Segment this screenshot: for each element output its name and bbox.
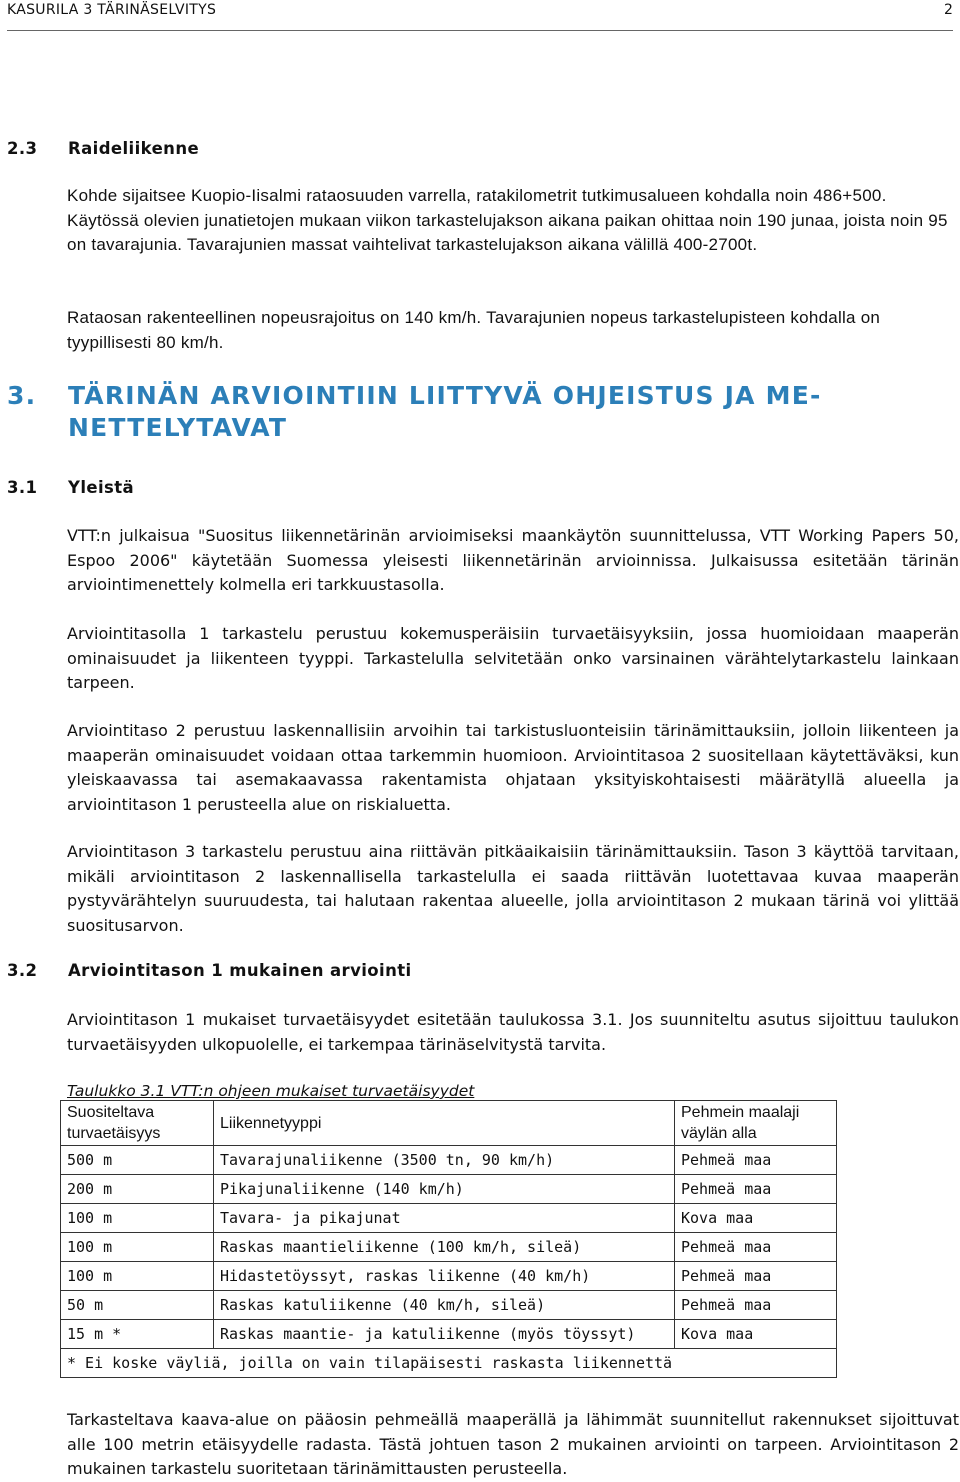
table-cell: Raskas maantie- ja katuliikenne (myös töyssyt) bbox=[214, 1320, 675, 1349]
table-cell: 200 m bbox=[61, 1175, 214, 1204]
column-header: Pehmein maalaji väylän alla bbox=[675, 1101, 837, 1146]
paragraph: Kohde sijaitsee Kuopio-Iisalmi rataosuuden varrella, ratakilometrit tutkimusalueen kohdalla noin 486+500. Käytössä olevien junatietojen mukaan viikon tarkastelujakson aikana paikan ohittaa noin 190 junaa, joista noin 95 on tavarajunia. Tavarajunien massat vaihtelivat tarkastelujakson aikana välillä 400-2700t. bbox=[67, 186, 948, 254]
table-header-row bbox=[61, 1101, 837, 1146]
header-divider bbox=[7, 30, 953, 31]
section-number: 3.2 bbox=[7, 961, 38, 980]
page-number: 2 bbox=[944, 2, 953, 18]
table-cell: 50 m bbox=[61, 1291, 214, 1320]
document-title: KASURILA 3 TÄRINÄSELVITYS bbox=[7, 2, 217, 18]
table-cell: Kova maa bbox=[675, 1204, 837, 1233]
table-cell: Pikajunaliikenne (140 km/h) bbox=[214, 1175, 675, 1204]
table-cell: Hidastetöyssyt, raskas liikenne (40 km/h) bbox=[214, 1262, 675, 1291]
table-row bbox=[61, 1291, 837, 1320]
chapter-number: 3. bbox=[7, 381, 37, 410]
column-header: Suositeltava turvaetäisyys bbox=[61, 1101, 214, 1146]
table-cell: Raskas katuliikenne (40 km/h, sileä) bbox=[214, 1291, 675, 1320]
paragraph: Arviointitasolla 1 tarkastelu perustuu kokemusperäisiin turvaetäisyyksiin, jossa huomioidaan maaperän ominaisuudet ja liikenteen tyyppi. Tarkastelulla selvitetään onko varsinainen värähtelytarkastelu lainkaan tarpeen. bbox=[67, 624, 959, 692]
table-cell: Pehmeä maa bbox=[675, 1146, 837, 1175]
table-cell: Kova maa bbox=[675, 1320, 837, 1349]
section-number: 2.3 bbox=[7, 139, 38, 158]
table-row bbox=[61, 1146, 837, 1175]
paragraph: Arviointitason 3 tarkastelu perustuu aina riittävän pitkäaikaisiin tärinämittauksiin. Tason 3 käyttöä tarvitaan, mikäli arviointitason 2 laskennallisella tarkastelulla ei saada riittävän luotettavaa kuvaa maaperän pystyvärähtelyn suuruudesta, tai halutaan rakentaa alueelle, jolla arviointitason 2 mukaan tärinä voi ylittää suositusarvon. bbox=[67, 842, 959, 935]
table-cell: 500 m bbox=[61, 1146, 214, 1175]
table-row bbox=[61, 1233, 837, 1262]
section-title: Arviointitason 1 mukainen arviointi bbox=[68, 961, 412, 980]
table-cell: Pehmeä maa bbox=[675, 1291, 837, 1320]
table-cell: 100 m bbox=[61, 1204, 214, 1233]
table-cell: 100 m bbox=[61, 1233, 214, 1262]
column-header: Liikennetyyppi bbox=[214, 1101, 675, 1146]
table-cell: 100 m bbox=[61, 1262, 214, 1291]
paragraph: Arviointitaso 2 perustuu laskennallisiin arvoihin tai tarkistusluonteisiin tärinämittauksiin, jolloin liikenteen ja maaperän ominaisuudet voidaan ottaa tarkemmin huomioon. Arviointitasoa 2 suositellaan käytettäväksi, kun yleiskaavassa tai asemakaavassa rakentamista ohjataan yksityiskohtaisesti määrätyllä alueella ja arviointitason 1 perusteella alue on riskialuetta. bbox=[67, 721, 959, 814]
table-cell: Tavara- ja pikajunat bbox=[214, 1204, 675, 1233]
chapter-title: TÄRINÄN ARVIOINTIIN LIITTYVÄ OHJEISTUS JA ME-NETTELYTAVAT bbox=[68, 381, 822, 442]
table-cell: 15 m * bbox=[61, 1320, 214, 1349]
table-footnote: * Ei koske väyliä, joilla on vain tilapäisesti raskasta liikennettä bbox=[61, 1349, 837, 1378]
safety-distance-table bbox=[60, 1100, 837, 1378]
table-row bbox=[61, 1320, 837, 1349]
paragraph: Rataosan rakenteellinen nopeusrajoitus on 140 km/h. Tavarajunien nopeus tarkastelupisteen kohdalla on tyypillisesti 80 km/h. bbox=[67, 308, 881, 352]
section-number: 3.1 bbox=[7, 478, 38, 497]
table-footnote-row bbox=[61, 1349, 837, 1378]
section-title: Yleistä bbox=[68, 478, 135, 497]
table-caption: Taulukko 3.1 VTT:n ohjeen mukaiset turvaetäisyydet bbox=[67, 1082, 475, 1100]
table-cell: Tavarajunaliikenne (3500 tn, 90 km/h) bbox=[214, 1146, 675, 1175]
table-cell: Pehmeä maa bbox=[675, 1175, 837, 1204]
section-title: Raideliikenne bbox=[68, 139, 200, 158]
table-cell: Raskas maantieliikenne (100 km/h, sileä) bbox=[214, 1233, 675, 1262]
table-cell: Pehmeä maa bbox=[675, 1233, 837, 1262]
paragraph: Tarkasteltava kaava-alue on pääosin pehmeällä maaperällä ja lähimmät suunnitellut rakennukset sijoittuvat alle 100 metrin etäisyydelle radasta. Tästä johtuen tason 2 mukainen arviointi on tarpeen. Arviointitason 2 mukainen tarkastelu suoritetaan tärinämittausten perusteella. bbox=[67, 1410, 959, 1478]
table-row bbox=[61, 1204, 837, 1233]
table-cell: Pehmeä maa bbox=[675, 1262, 837, 1291]
table-row bbox=[61, 1262, 837, 1291]
paragraph: VTT:n julkaisua "Suositus liikennetärinän arvioimiseksi maankäytön suunnittelussa, VTT Working Papers 50, Espoo 2006" käytetään Suomessa yleisesti liikennetärinän arvioinnissa. Julkaisussa esitetään tärinän arviointimenettely kolmella eri tarkkuustasolla. bbox=[67, 526, 959, 594]
paragraph: Arviointitason 1 mukaiset turvaetäisyydet esitetään taulukossa 3.1. Jos suunniteltu asutus sijoittuu taulukon turvaetäisyyden ulkopuolelle, ei tarkempaa tärinäselvitystä tarvita. bbox=[67, 1010, 959, 1054]
table-row bbox=[61, 1175, 837, 1204]
